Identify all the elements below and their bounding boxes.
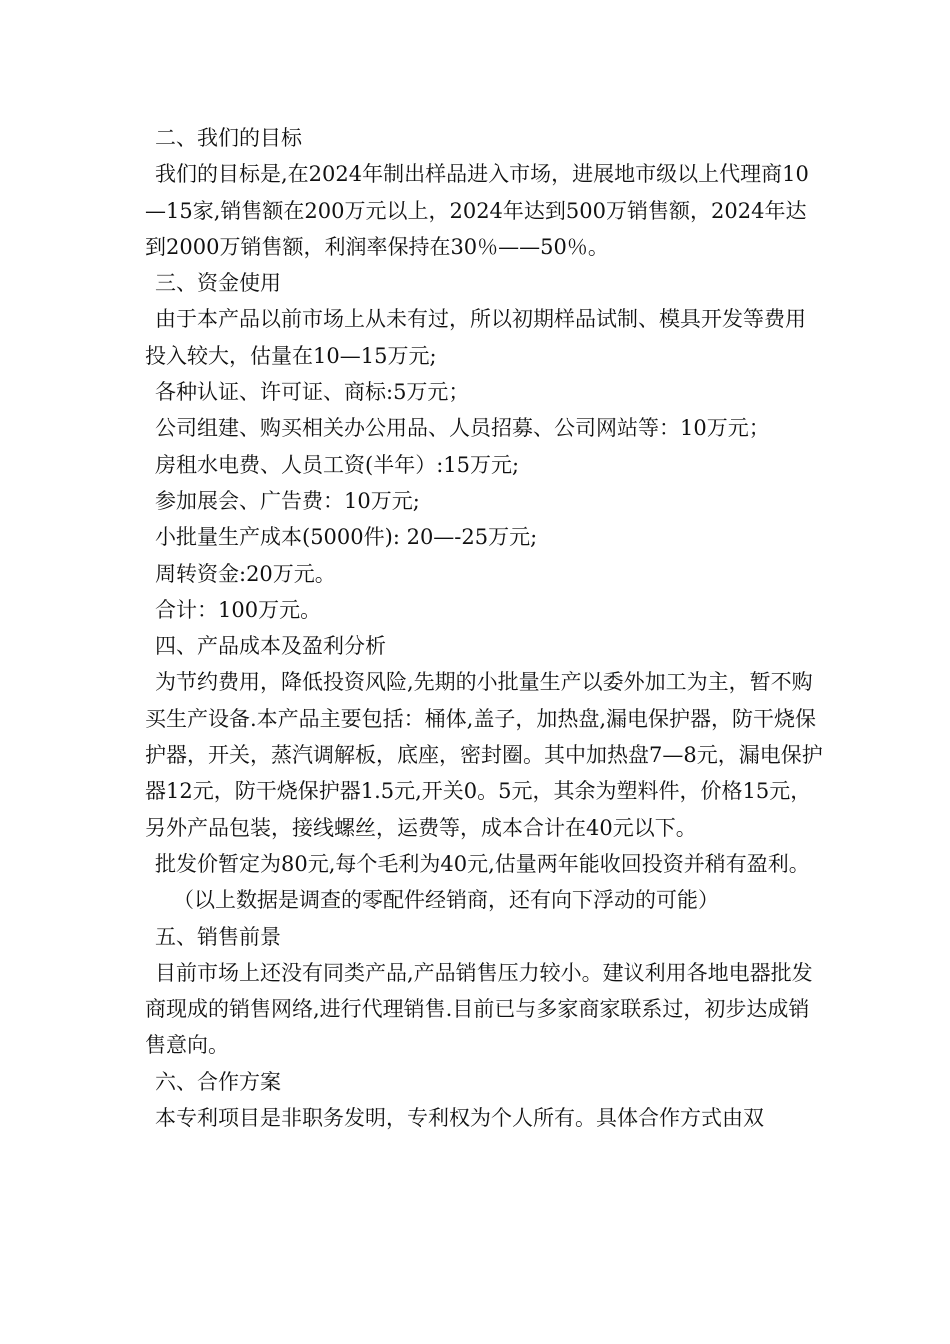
section-heading-coop: 六、合作方案: [155, 1069, 281, 1094]
funds-item: 各种认证、许可证、商标:5万元；: [155, 380, 470, 405]
section-heading-funds: 三、资金使用: [155, 271, 281, 296]
sales-paragraph: 目前市场上还没有同类产品,产品销售压力较小。建议利用各地电器批发商现成的销售网络,进行代理销售.目前已与多家商家联系过，初步达成销售意向。: [145, 960, 813, 1058]
coop-paragraph: 本专利项目是非职务发明，专利权为个人所有。具体合作方式由双: [155, 1106, 764, 1131]
cost-paragraph: 为节约费用，降低投资风险,先期的小批量生产以委外加工为主，暂不购买生产设备.本产品主要包括：桶体,盖子，加热盘,漏电保护器，防干烧保护器，开关，蒸汽调解板，底座，密封圈。其中加热盘7—8元，漏电保护器12元，防干烧保护器1.5元,开关0。5元，其余为塑料件，价格15元，另外产品包装，接线螺丝，运费等，成本合计在40元以下。: [145, 670, 823, 840]
price-paragraph: 批发价暂定为80元,每个毛利为40元,估量两年能收回投资并稍有盈利。: [155, 851, 810, 876]
document-body: [145, 120, 825, 1136]
funds-total: 合计：100万元。: [155, 597, 322, 622]
goal-paragraph: 我们的目标是,在2024年制出样品进入市场，进展地市级以上代理商10—15家,销售额在200万元以上，2024年达到500万销售额，2024年达到2000万销售额，利润率保持在30％——50％。: [145, 162, 809, 259]
funds-item: 公司组建、购买相关办公用品、人员招募、公司网站等：10万元；: [155, 416, 770, 441]
funds-item: 房租水电费、人员工资(半年）:15万元;: [155, 452, 520, 477]
funds-item: 周转资金:20万元。: [155, 561, 336, 586]
section-heading-cost: 四、产品成本及盈利分析: [155, 634, 386, 659]
cost-note: （以上数据是调查的零配件经销商，还有向下浮动的可能）: [173, 888, 719, 913]
funds-item: 参加展会、广告费：10万元;: [155, 488, 420, 513]
section-heading-sales: 五、销售前景: [155, 924, 281, 949]
funds-intro-paragraph: 由于本产品以前市场上从未有过，所以初期样品试制、模具开发等费用投入较大，估量在10—15万元;: [145, 307, 806, 368]
funds-item: 小批量生产成本(5000件): 20—-25万元;: [155, 525, 538, 550]
section-heading-goal: 二、我们的目标: [155, 126, 302, 150]
